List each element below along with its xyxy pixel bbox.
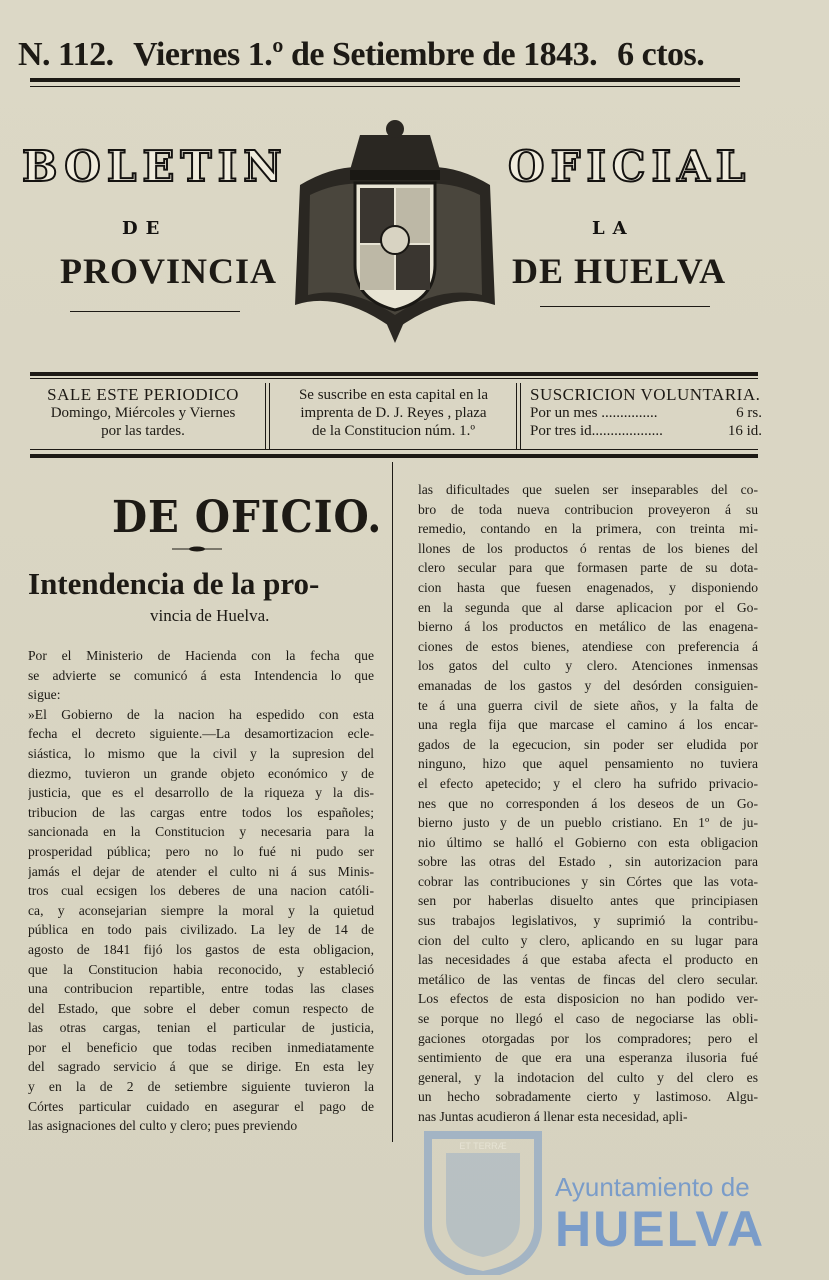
issue-date: Viernes 1.º de Setiembre de 1843. [133, 36, 598, 73]
text-line: cobrar las contribuciones y sin Córtes que las vota- [418, 873, 758, 889]
text-line: ciones de estos bienes, atendiese con preferencia á [418, 638, 758, 654]
text-line: justicia, que es el desarrollo de la riqueza y la dis- [28, 785, 374, 801]
section-heading: DE OFICIO. [112, 492, 383, 543]
text-line: fecha el decreto siguiente.—La desamortizacion ecle- [28, 726, 374, 742]
text-line: nio último se halló el Gobierno con esta obligacion [418, 834, 758, 850]
text-line: los gatos del culto y clero. Atenciones inmensas [418, 658, 758, 674]
text-line: general, y la indotacion del culto y del clero es [418, 1069, 758, 1085]
text-line: del Estado, que sobre el deber comun respecto de [28, 1000, 374, 1016]
info-separator-1 [265, 383, 270, 449]
price-row-month: Por un mes ............... 6 rs. [530, 405, 762, 421]
text-line: sus trabajos legislativos, y suprimió la contribu- [418, 913, 758, 929]
masthead-rule-right [540, 306, 710, 307]
info-rule-top [30, 372, 758, 376]
text-line: agosto de 1841 fijó los gastos de esta obligacion, [28, 941, 374, 957]
text-line: y en la de 2 de setiembre siguiente tuvieron la [28, 1079, 374, 1095]
text-line: clero secular para que formasen parte de su dota- [418, 560, 758, 576]
text-line: las asignaciones del culto y clero; pues previendo [28, 1118, 298, 1134]
text-line: sigue: [28, 687, 61, 703]
masthead-rule-left [70, 311, 240, 312]
text-line: en la segunda que al darse aplicacion por el Go- [418, 599, 758, 615]
price-row-three-months: Por tres id................... 16 id. [530, 423, 762, 439]
info-rule-top-thin [30, 378, 758, 379]
text-line: sancionada en la Constitucion y necesaria para la [28, 824, 374, 840]
text-line: cion hasta que fuesen enagenados, y disponiendo [418, 579, 758, 595]
article-title-continued: vincia de Huelva. [150, 606, 270, 625]
text-line: una regla fija que marcase el camino á los encar- [418, 717, 758, 733]
issue-number: N. 112. [18, 36, 114, 73]
subscription-location: Se suscribe en esta capital en la imprenta de D. J. Reyes , plaza de la Constitucion núm. 1.º [298, 387, 489, 439]
watermark-line2: HUELVA [555, 1201, 766, 1257]
text-line: prosperidad pública; pero no lo fué ni pudo ser [28, 843, 374, 859]
text-line: llones de los productos ó rentas de los bienes del [418, 540, 758, 556]
text-line: jamás el dejar de atender el culto ni á sus Minis- [28, 863, 374, 879]
text-line: siástica, lo mismo que la civil y la supresion del [28, 745, 374, 761]
text-line: sen por haberlas disuelto antes que principiasen [418, 893, 758, 909]
text-line: las necesidades á que estaba afecta el producto en [418, 952, 758, 968]
text-line: un hecho sobradamente cierto y lastimoso. Algu- [418, 1089, 758, 1105]
text-line: nas Juntas acudieron á llenar esta necesidad, apli- [418, 1109, 688, 1124]
column-separator [392, 462, 393, 1142]
text-line: gados de la egecucion, sin poder ser eludida por [418, 736, 758, 752]
masthead-huelva: DE HUELVA [512, 251, 727, 291]
text-line: gaciones otorgadas por los compradores; pero el [418, 1030, 758, 1046]
text-line: Por el Ministerio de Hacienda con la fecha que [28, 648, 374, 663]
text-line: bierno justo y de un pueblo cristiano. En 1º de ju- [418, 815, 758, 831]
watermark-line1: Ayuntamiento de [555, 1172, 750, 1202]
text-line: metálico de las ventas de fincas del clero secular. [418, 971, 758, 987]
text-line: bro de toda nueva contribucion proveyeron á su [418, 501, 758, 517]
text-line: una contribucion repartible, entre todas las clases [28, 981, 374, 997]
top-rule [30, 78, 740, 82]
masthead-provincia: PROVINCIA [60, 251, 278, 291]
text-line: las otras cargas, tenian el particular de justicia, [28, 1020, 374, 1036]
text-line: tros cual ecsigen los deberes de una nacion católi- [28, 883, 374, 899]
divider-ornament-icon [172, 546, 222, 552]
text-line: sobre las otras del Estado , sin autorizacion para [418, 854, 758, 870]
text-line: ninguno, hizo que aquel pensamiento no tuviera [418, 756, 758, 772]
text-line: se porque no llegó el caso de negociarse las obli- [418, 1011, 758, 1027]
right-column-text [418, 480, 758, 1127]
text-line: bierno á los productos en metálico de las enagena- [418, 619, 758, 635]
text-line: que la Constitucion habia reconocido, y estableció [28, 961, 374, 977]
subscription-prices: SUSCRICION VOLUNTARIA. Por un mes ............... 6 rs. Por tres id................... 16 id. [530, 385, 762, 439]
text-line: ca, y aconsejarian siempre la moral y la quietud [28, 902, 374, 918]
info-rule-bottom-thin [30, 449, 758, 450]
text-line: »El Gobierno de la nacion ha espedido con esta [28, 706, 374, 722]
text-line: tribucion de las cargas entre todos los españoles; [28, 804, 374, 820]
masthead-oficial: OFICIAL [508, 142, 752, 191]
text-line: emanadas de los gastos y del desórden consiguien- [418, 677, 758, 693]
issue-line [18, 36, 778, 74]
text-line: Córtes particular cuidado en asegurar el pago de [28, 1098, 374, 1114]
seal-text: ET TERRÆ [459, 1141, 507, 1151]
text-line: las dificultades que suelen ser inseparables del co- [418, 482, 758, 497]
text-line: se advierte se comunicó á esta Intendencia lo que [28, 667, 374, 683]
text-line: nes que no corresponden á los deseos de un Go- [418, 795, 758, 811]
masthead-boletin: BOLETIN [22, 142, 288, 191]
article-title: Intendencia de la pro- [28, 566, 320, 601]
text-line: diezmo, tuvieron un grande objeto económico y de [28, 765, 374, 781]
text-line: del sagrado servicio á que se dirige. En esta ley [28, 1059, 374, 1075]
text-line: el efecto apetecido; y el clero ha sufrido privacio- [418, 775, 758, 791]
text-line: por el beneficio que todas reciben inmediatamente [28, 1039, 374, 1055]
publication-schedule: SALE ESTE PERIODICO Domingo, Miércoles y Viernes por las tardes. [47, 385, 239, 439]
masthead-de: DE [122, 218, 168, 239]
royal-coat-of-arms-icon [290, 115, 500, 345]
top-rule-thin [30, 86, 740, 87]
info-rule-bottom [30, 454, 758, 458]
left-column-text [28, 646, 374, 1136]
issue-price: 6 ctos. [617, 36, 705, 73]
text-line: cion del culto y clero, aplicando en su lugar para [418, 932, 758, 948]
text-line: remedio, contando en la primera, con treinta mi- [418, 521, 758, 537]
info-separator-2 [516, 383, 521, 449]
masthead-la: LA [592, 218, 635, 239]
text-line: te á una guerra civil de siete años, y la falta de [418, 697, 758, 713]
text-line: pública en todo pais civilizado. La ley de 14 de [28, 922, 374, 938]
text-line: sentimiento de que era una esperanza ilusoria fué [418, 1050, 758, 1066]
text-line: Los efectos de esta disposicion no han podido ver- [418, 991, 758, 1007]
